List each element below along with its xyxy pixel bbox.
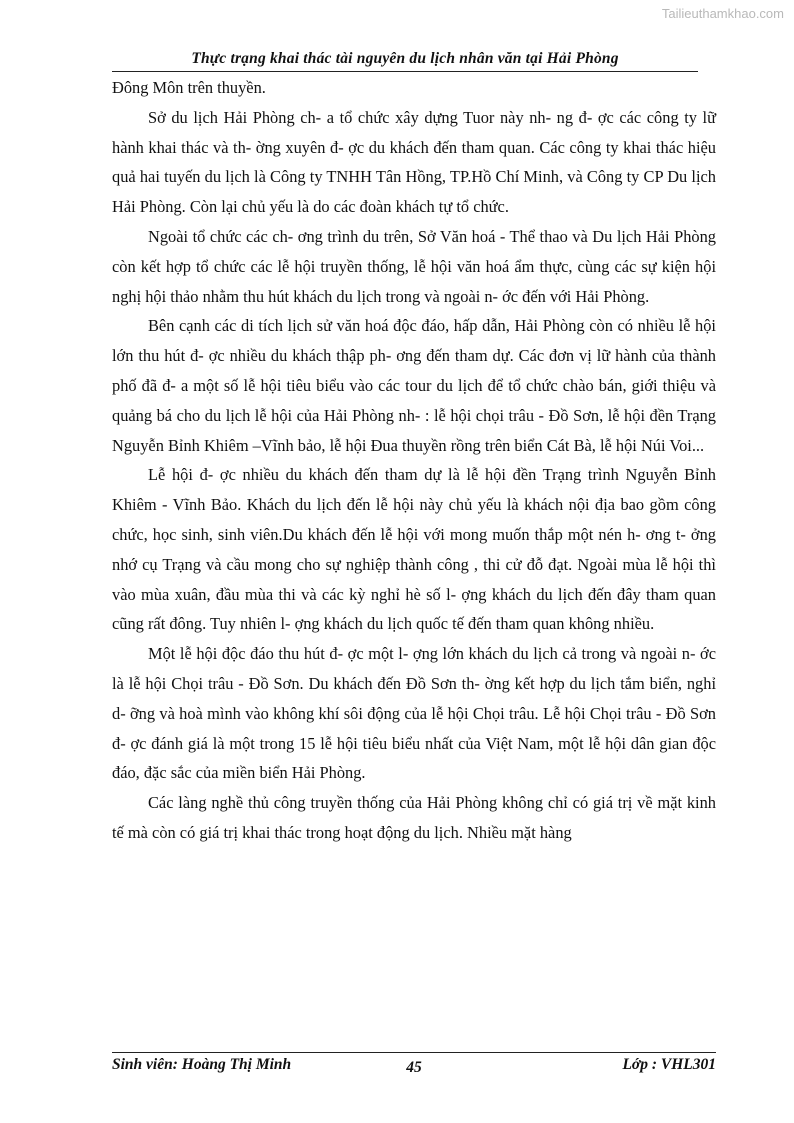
watermark-text: Tailieuthamkhao.com (661, 6, 784, 21)
footer-student-name: Sinh viên: Hoàng Thị Minh (112, 1056, 292, 1073)
paragraph: Một lễ hội độc đáo thu hút đ- ợc một l- ợng lớn khách du lịch cả trong và ngoài n- ớc là lễ hội Chọi trâu - Đồ Sơn. Du khách đến Đồ Sơn th- ờng kết hợp du lịch tắm biển, nghỉ d- ỡng và hoà mình vào không khí sôi động của lễ hội Chọi trâu. Lễ hội Chọi trâu - Đồ Sơn đ- ợc đánh giá là một trong 15 lễ hội tiêu biểu nhất của Việt Nam, một lễ hội dân gian độc đáo, đặc sắc của miền biển Hải Phòng. (112, 644, 716, 783)
footer-page-number: 45 (406, 1059, 422, 1076)
header-divider (112, 71, 698, 72)
footer-class-code: Lớp : VHL301 (622, 1056, 716, 1073)
footer-divider (112, 1052, 716, 1053)
paragraph: Bên cạnh các di tích lịch sử văn hoá độc đáo, hấp dẫn, Hải Phòng còn có nhiều lễ hội lớn thu hút đ- ợc nhiều du khách thập ph- ơng đến tham dự. Các đơn vị lữ hành của thành phố đã đ- a một số lễ hội tiêu biểu vào các tour du lịch để tổ chức chào bán, giới thiệu và quảng bá cho du lịch lễ hội của Hải Phòng nh- : lễ hội chọi trâu - Đồ Sơn, lễ hội đền Trạng Nguyễn Bỉnh Khiêm –Vĩnh bảo, lễ hội Đua thuyền rồng trên biển Cát Bà, lễ hội Núi Voi... (112, 316, 716, 455)
paragraph: Sở du lịch Hải Phòng ch- a tổ chức xây dựng Tuor này nh- ng đ- ợc các công ty lữ hành khai thác và th- ờng xuyên đ- ợc du khách đến tham quan. Các công ty khai thác hiệu quả hai tuyến du lịch là Công ty TNHH Tân Hồng, TP.Hồ Chí Minh, và Công ty CP Du lịch Hải Phòng. Còn lại chủ yếu là do các đoàn khách tự tổ chức. (112, 107, 716, 217)
page-header-title: Thực trạng khai thác tài nguyên du lịch nhân văn tại Hải Phòng (191, 50, 619, 67)
paragraph-continuation: Đông Môn trên thuyền. (112, 78, 266, 97)
paragraph: Ngoài tổ chức các ch- ơng trình du trên, Sở Văn hoá - Thể thao và Du lịch Hải Phòng còn kết hợp tổ chức các lễ hội truyền thống, lễ hội văn hoá ẩm thực, cùng các sự kiện hội nghị hội thảo nhằm thu hút khách du lịch trong và ngoài n- ớc đến với Hải Phòng. (112, 226, 716, 306)
document-body (112, 73, 716, 848)
page-footer (112, 1056, 716, 1080)
paragraph: Các làng nghề thủ công truyền thống của Hải Phòng không chỉ có giá trị về mặt kinh tế mà còn có giá trị khai thác trong hoạt động du lịch. Nhiều mặt hàng (112, 793, 716, 842)
paragraph: Lễ hội đ- ợc nhiều du khách đến tham dự là lễ hội đền Trạng trình Nguyễn Bỉnh Khiêm - Vĩnh Bảo. Khách du lịch đến lễ hội này chủ yếu là khách nội địa bao gồm công chức, học sinh, sinh viên.Du khách đến lễ hội với mong muốn thắp một nén h- ơng t- ởng nhớ cụ Trạng và cầu mong cho sự nghiệp thành công , thi cử đỗ đạt. Ngoài mùa lễ hội thì vào mùa xuân, đầu mùa thi và các kỳ nghỉ hè số l- ợng khách du lịch đến đây tham quan cũng rất đông. Tuy nhiên l- ợng khách du lịch quốc tế đến tham quan không nhiều. (112, 465, 716, 634)
